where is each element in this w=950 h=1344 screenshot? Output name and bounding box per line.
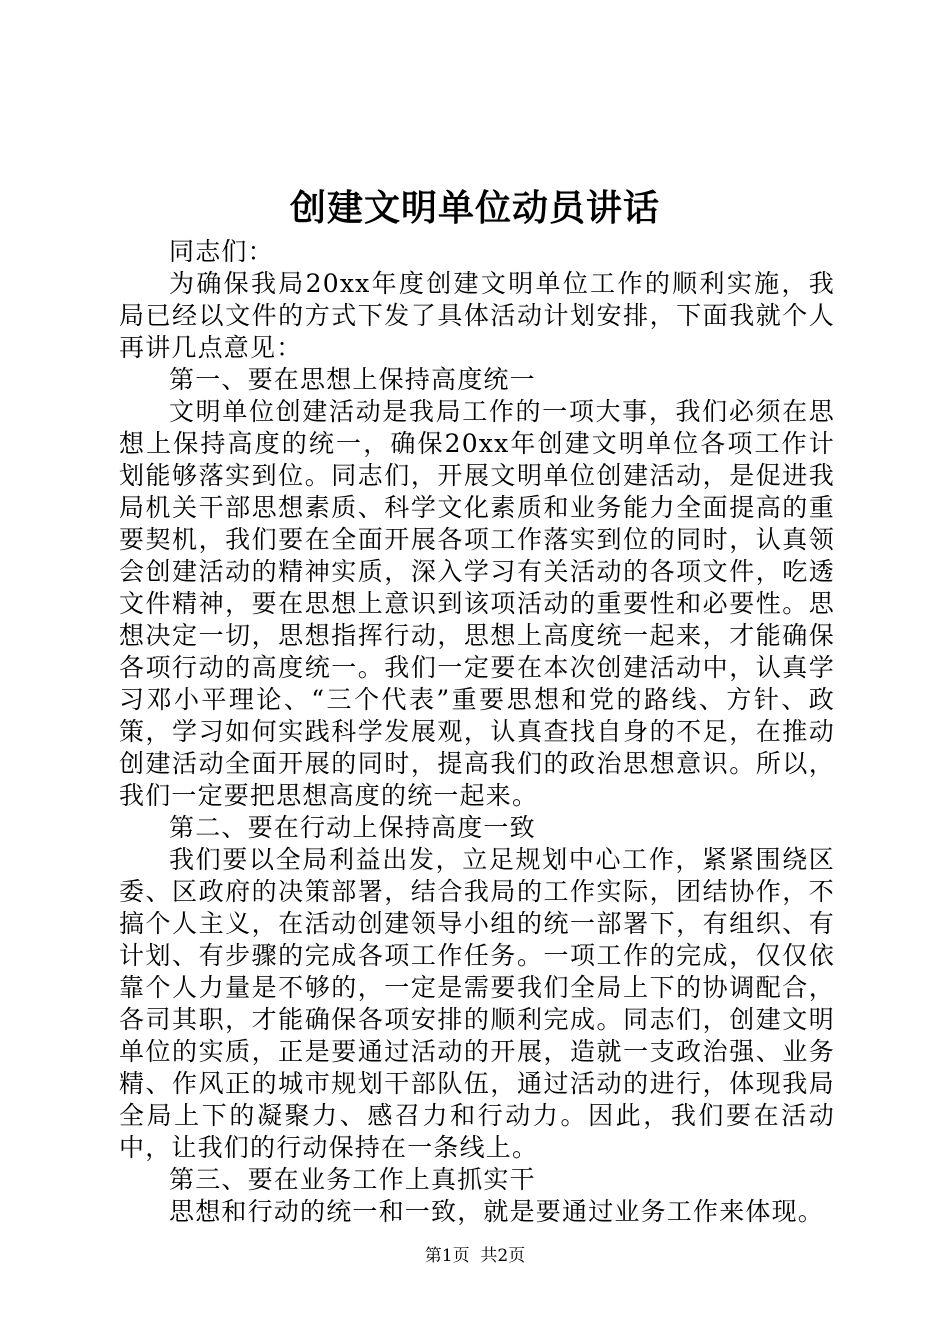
document-body <box>119 236 835 1228</box>
salutation: 同志们： <box>169 237 274 266</box>
document-title: 创建文明单位动员讲话 <box>289 187 660 229</box>
section-heading-1: 第一、要在思想上保持高度统一 <box>169 365 536 394</box>
page-number: 第1页 共2页 <box>424 1246 526 1266</box>
section-1-paragraph: 文明单位创建活动是我局工作的一项大事，我们必须在思想上保持高度的统一，确保20xx年创建文明单位各项工作计划能够落实到位。同志们，开展文明单位创建活动，是促进我局机关干部思想素质、科学文化素质和业务能力全面提高的重要契机，我们要在全面开展各项工作落实到位的同时，认真领会创建活动的精神实质，深入学习有关活动的各项文件，吃透文件精神，要在思想上意识到该项活动的重要性和必要性。思想决定一切，思想指挥行动，思想上高度统一起来，才能确保各项行动的高度统一。我们一定要在本次创建活动中，认真学习邓小平理论、“三个代表”重要思想和党的路线、方针、政策，学习如何实践科学发展观，认真查找自身的不足，在推动创建活动全面开展的同时，提高我们的政治思想意识。所以，我们一定要把思想高度的统一起来。 <box>119 397 835 810</box>
intro-paragraph: 为确保我局20xx年度创建文明单位工作的顺利实施，我局已经以文件的方式下发了具体活动计划安排，下面我就个人再讲几点意见： <box>119 269 835 362</box>
section-3-paragraph: 思想和行动的统一和一致，就是要通过业务工作来体现。 <box>169 1197 825 1226</box>
page-footer <box>0 1244 950 1268</box>
section-2-paragraph: 我们要以全局利益出发，立足规划中心工作，紧紧围绕区委、区政府的决策部署，结合我局的工作实际，团结协作，不搞个人主义，在活动创建领导小组的统一部署下，有组织、有计划、有步骤的完成各项工作任务。一项工作的完成，仅仅依靠个人力量是不够的，一定是需要我们全局上下的协调配合，各司其职，才能确保各项安排的顺利完成。同志们，创建文明单位的实质，正是要通过活动的开展，造就一支政治强、业务精、作风正的城市规划干部队伍，通过活动的进行，体现我局全局上下的凝聚力、感召力和行动力。因此，我们要在活动中，让我们的行动保持在一条线上。 <box>119 845 835 1162</box>
section-heading-2: 第二、要在行动上保持高度一致 <box>169 813 536 842</box>
section-heading-3: 第三、要在业务工作上真抓实干 <box>169 1165 536 1194</box>
